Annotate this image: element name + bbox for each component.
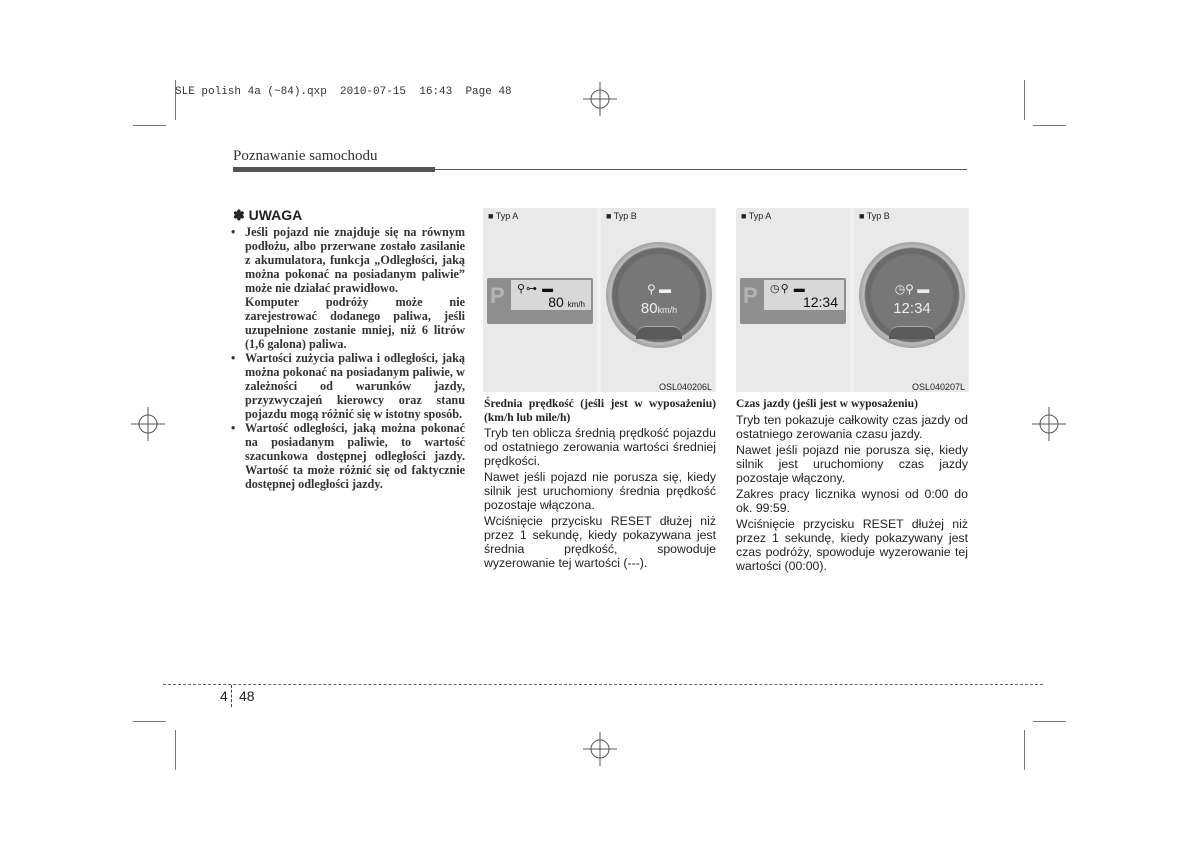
warning-item-text: • Wartości zużycia paliwa i odległości, jaką można pokonać na posiadanym paliwie, w zależności od warunków jazdy, przyzwyczajeń kierowcy oraz stanu pojazdu mogą różnić się w istotny sposób. — [245, 351, 465, 421]
figure-code: OSL040206L — [658, 382, 712, 392]
fuel-car-icon: ⚲⊶ ▬ — [517, 283, 555, 295]
average-speed-text — [484, 397, 716, 572]
clock-car-icon: ◷⚲ ▬ — [770, 283, 806, 295]
time-reading: 12:34 — [893, 300, 931, 317]
section-title: Poznawanie samochodu — [233, 148, 378, 164]
crop-mark — [1024, 730, 1025, 770]
crop-mark — [133, 125, 166, 126]
warning-item-text: • Jeśli pojazd nie znajduje się na równym podłożu, albo przerwane zostało zasilanie z akumulatora, funkcja „Odległości, jaką można pokonać na posiadanym paliwie” może nie działać prawidłowo. — [245, 225, 465, 295]
figure-label: ■ Typ A — [488, 211, 519, 221]
figure-panel-type-a — [736, 208, 850, 392]
figure-panel-type-b — [601, 208, 715, 392]
paragraph: Nawet jeśli pojazd nie porusza się, kiedy silnik jest uruchomiony średnia prędkość pozostaje włączona. — [484, 470, 716, 512]
registration-mark-icon — [131, 407, 165, 441]
warning-item-text: • Wartość odległości, jaką można pokonać na posiadanym paliwie, to wartość szacunkowa dostępnej odległości jazdy. Wartość ta może różnić się od faktycznie dostępnej odległości jazdy. — [245, 421, 465, 491]
figure-label: ■ Typ A — [741, 211, 772, 221]
crop-mark — [1033, 721, 1066, 722]
paragraph: Tryb ten oblicza średnią prędkość pojazdu od ostatniego zerowania wartości średniej prędkości. — [484, 426, 716, 468]
page-number — [220, 688, 255, 704]
crop-mark — [1033, 125, 1066, 126]
title-rule — [233, 167, 967, 172]
time-reading: 12:34 — [802, 294, 838, 310]
gauge-display — [606, 242, 712, 348]
paragraph: Wciśnięcie przycisku RESET dłużej niż przez 1 sekundę, kiedy pokazywana jest średnia prędkość, spowoduje wyzerowanie tej wartości (---). — [484, 514, 716, 570]
speed-reading: 80 km/h — [548, 294, 585, 310]
paragraph: Nawet jeśli pojazd nie porusza się, kiedy silnik jest uruchomiony czas jazdy pozostaje włączony. — [736, 442, 968, 485]
park-indicator-icon: P — [490, 283, 505, 308]
gauge-display — [859, 242, 965, 348]
registration-mark-icon — [583, 732, 617, 766]
crop-mark — [133, 721, 166, 722]
figure-average-speed — [483, 208, 716, 392]
crop-mark — [1024, 80, 1025, 120]
lcd-display — [740, 278, 846, 324]
warning-heading: ✽ UWAGA — [233, 207, 303, 223]
paragraph: Wciśnięcie przycisku RESET dłużej niż przez 1 sekundę, kiedy pokazywany jest czas podróży, spowoduje wyzerowanie tej wartości (00:00). — [736, 516, 968, 573]
paragraph: Zakres pracy licznika wynosi od 0:00 do ok. 99:59. — [736, 486, 968, 515]
clock-car-icon: ◷⚲ ▬ — [894, 282, 930, 296]
speed-reading: 80km/h — [640, 300, 678, 317]
subsection-heading: Czas jazdy (jeśli jest w wyposażeniu) — [736, 397, 918, 410]
lcd-display — [487, 278, 593, 324]
paragraph: Tryb ten pokazuje całkowity czas jazdy od ostatniego zerowania czasu jazdy. — [736, 412, 968, 441]
fuel-car-icon: ⚲ ▬ — [646, 282, 672, 296]
list-item — [231, 421, 465, 491]
subsection-heading: Średnia prędkość (jeśli jest w wyposażeniu) (km/h lub mile/h) — [484, 397, 716, 424]
footer-rule — [163, 684, 1043, 685]
warning-list — [231, 225, 465, 491]
registration-mark-icon — [583, 82, 617, 116]
print-slug: SLE polish 4a (~84).qxp 2010-07-15 16:43 Page 48 — [175, 86, 512, 98]
figure-panel-type-a — [483, 208, 597, 392]
list-item — [231, 225, 465, 351]
figure-code: OSL040207L — [911, 382, 965, 392]
registration-mark-icon — [1032, 407, 1066, 441]
figure-label: ■ Typ B — [606, 211, 637, 221]
figure-panel-type-b — [854, 208, 968, 392]
page-number-value: 48 — [239, 688, 255, 704]
warning-item-text: Komputer podróży może nie zarejestrować dodanego paliwa, jeśli uzupełnione zostanie mniej, niż 6 litrów (1,6 galona) paliwa. — [245, 295, 465, 351]
figure-label: ■ Typ B — [859, 211, 890, 221]
chapter-number: 4 — [220, 688, 228, 704]
crop-mark — [175, 730, 176, 770]
park-indicator-icon: P — [743, 283, 758, 308]
list-item — [231, 351, 465, 421]
drive-time-text — [736, 397, 968, 575]
figure-drive-time — [736, 208, 969, 392]
